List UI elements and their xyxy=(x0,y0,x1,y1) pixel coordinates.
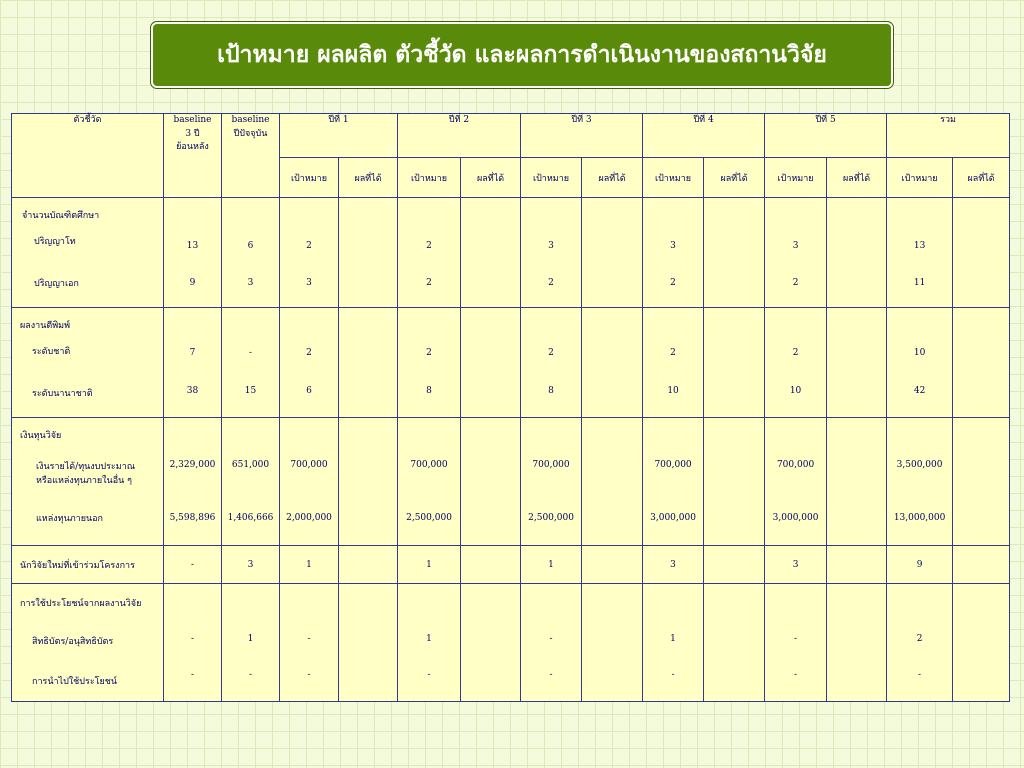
value-cell: 15 xyxy=(244,386,257,396)
value-cell: 700,000 xyxy=(290,460,328,470)
value-cell: 2 xyxy=(306,348,312,358)
value-cell: 3 xyxy=(670,559,676,570)
section-funding xyxy=(12,418,1010,546)
value-cell: 700,000 xyxy=(654,460,692,470)
value-cell: - xyxy=(248,670,253,680)
value-cell: - xyxy=(190,559,195,570)
value-cell: 2 xyxy=(792,278,799,288)
value-cell: 13 xyxy=(186,241,199,251)
header-baseline-3y: baseline 3 ปี ย้อนหลัง xyxy=(164,114,222,198)
value-cell: 7 xyxy=(189,348,196,358)
header-indicator: ตัวชี้วัด xyxy=(12,114,164,198)
value-cell: 3,500,000 xyxy=(896,460,943,470)
row-label: เงินรายได้/ทุนงบประมาณ หรือแหล่งทุนภายในอื่น ๆ xyxy=(36,462,136,487)
value-cell: - xyxy=(549,670,553,680)
section-utilisation xyxy=(12,584,1010,702)
value-cell: 2 xyxy=(426,278,432,288)
value-cell: 700,000 xyxy=(410,460,448,470)
header-result: ผลที่ได้ xyxy=(953,158,1010,198)
value-cell: 38 xyxy=(186,386,199,396)
value-cell: 11 xyxy=(913,278,926,288)
row-label: ปริญญาโท xyxy=(34,237,76,247)
value-cell: 700,000 xyxy=(776,460,815,470)
header-total: รวม xyxy=(887,114,1010,158)
row-label: นักวิจัยใหม่ที่เข้าร่วมโครงการ xyxy=(20,560,135,571)
value-cell: 9 xyxy=(189,278,196,288)
row-label: สิทธิบัตร/อนุสิทธิบัตร xyxy=(32,637,114,647)
value-cell: 2 xyxy=(426,348,432,358)
value-cell: 2 xyxy=(548,278,554,288)
row-label: แหล่งทุนภายนอก xyxy=(36,513,103,524)
header-result: ผลที่ได้ xyxy=(461,158,521,198)
header-target: เป้าหมาย xyxy=(643,158,704,198)
value-cell: 3,000,000 xyxy=(772,513,819,523)
section-heading: การใช้ประโยชน์จากผลงานวิจัย xyxy=(20,599,142,609)
value-cell: 2,000,000 xyxy=(286,513,332,523)
value-cell: 2 xyxy=(670,348,676,358)
header-target: เป้าหมาย xyxy=(765,158,827,198)
header-year-2: ปีที่ 2 xyxy=(398,114,521,158)
value-cell: 10 xyxy=(913,348,926,358)
value-cell: 6 xyxy=(306,386,312,396)
header-year-4: ปีที่ 4 xyxy=(643,114,765,158)
value-cell: - xyxy=(190,670,195,680)
value-cell: 2 xyxy=(306,241,312,251)
value-cell: - xyxy=(918,670,922,680)
value-cell: 3 xyxy=(247,559,254,570)
value-cell: 1,406,666 xyxy=(227,513,274,523)
value-cell: - xyxy=(671,670,675,680)
value-cell: - xyxy=(549,634,553,644)
value-cell: 1 xyxy=(548,559,554,570)
section-heading: เงินทุนวิจัย xyxy=(20,431,62,441)
section-publications xyxy=(12,308,1010,418)
header-year-5: ปีที่ 5 xyxy=(765,114,887,158)
value-cell: 2 xyxy=(670,278,676,288)
header-result: ผลที่ได้ xyxy=(704,158,765,198)
header-target: เป้าหมาย xyxy=(887,158,953,198)
value-cell: 700,000 xyxy=(532,460,570,470)
value-cell: 3 xyxy=(792,241,799,251)
value-cell: 9 xyxy=(916,559,923,570)
header-result: ผลที่ได้ xyxy=(827,158,887,198)
value-cell: - xyxy=(427,670,431,680)
value-cell: 1 xyxy=(247,634,254,644)
row-label: ระดับนานาชาติ xyxy=(32,389,93,399)
value-cell: 10 xyxy=(667,386,679,396)
value-cell: - xyxy=(190,634,195,644)
value-cell: 1 xyxy=(306,559,312,570)
value-cell: 2,329,000 xyxy=(169,460,216,470)
value-cell: - xyxy=(794,634,798,644)
value-cell: 2 xyxy=(548,348,554,358)
value-cell: 2,500,000 xyxy=(528,513,574,523)
value-cell: 3 xyxy=(548,241,554,251)
indicator-table xyxy=(11,113,1010,702)
value-cell: 651,000 xyxy=(231,460,270,470)
value-cell: 10 xyxy=(789,386,802,396)
header-year-3: ปีที่ 3 xyxy=(521,114,643,158)
value-cell: 5,598,896 xyxy=(169,513,216,523)
header-target: เป้าหมาย xyxy=(521,158,582,198)
section-graduates xyxy=(12,198,1010,308)
value-cell: 3 xyxy=(247,278,254,288)
value-cell: 2,500,000 xyxy=(406,513,452,523)
value-cell: 1 xyxy=(426,634,432,644)
value-cell: - xyxy=(794,670,798,680)
row-label: การนำไปใช้ประโยชน์ xyxy=(32,677,118,687)
value-cell: 3 xyxy=(670,241,676,251)
value-cell: 13,000,000 xyxy=(893,513,946,523)
value-cell: 2 xyxy=(792,348,799,358)
value-cell: - xyxy=(307,670,311,680)
header-target: เป้าหมาย xyxy=(398,158,461,198)
value-cell: 3,000,000 xyxy=(650,513,696,523)
header-target: เป้าหมาย xyxy=(280,158,339,198)
page-title: เป้าหมาย ผลผลิต ตัวชี้วัด และผลการดำเนินงานของสถานวิจัย xyxy=(151,22,893,88)
value-cell: 42 xyxy=(913,386,926,396)
value-cell: 2 xyxy=(916,634,923,644)
value-cell: 2 xyxy=(426,241,432,251)
value-cell: 1 xyxy=(670,634,676,644)
section-new-researchers xyxy=(12,546,1010,584)
value-cell: 8 xyxy=(426,386,432,396)
section-heading: ผลงานตีพิมพ์ xyxy=(20,321,71,331)
row-label: ระดับชาติ xyxy=(32,347,71,357)
value-cell: 13 xyxy=(913,241,926,251)
value-cell: 1 xyxy=(426,559,432,570)
value-cell: 3 xyxy=(792,559,799,570)
value-cell: - xyxy=(307,634,311,644)
header-result: ผลที่ได้ xyxy=(339,158,398,198)
value-cell: 8 xyxy=(548,386,554,396)
row-label: ปริญญาเอก xyxy=(34,279,79,289)
header-baseline-current: baseline ปีปัจจุบัน xyxy=(222,114,280,198)
value-cell: - xyxy=(248,348,253,358)
value-cell: 3 xyxy=(306,278,312,288)
section-heading: จำนวนบัณฑิตศึกษา xyxy=(22,211,100,221)
header-result: ผลที่ได้ xyxy=(582,158,643,198)
value-cell: 6 xyxy=(247,241,254,251)
header-year-1: ปีที่ 1 xyxy=(280,114,398,158)
